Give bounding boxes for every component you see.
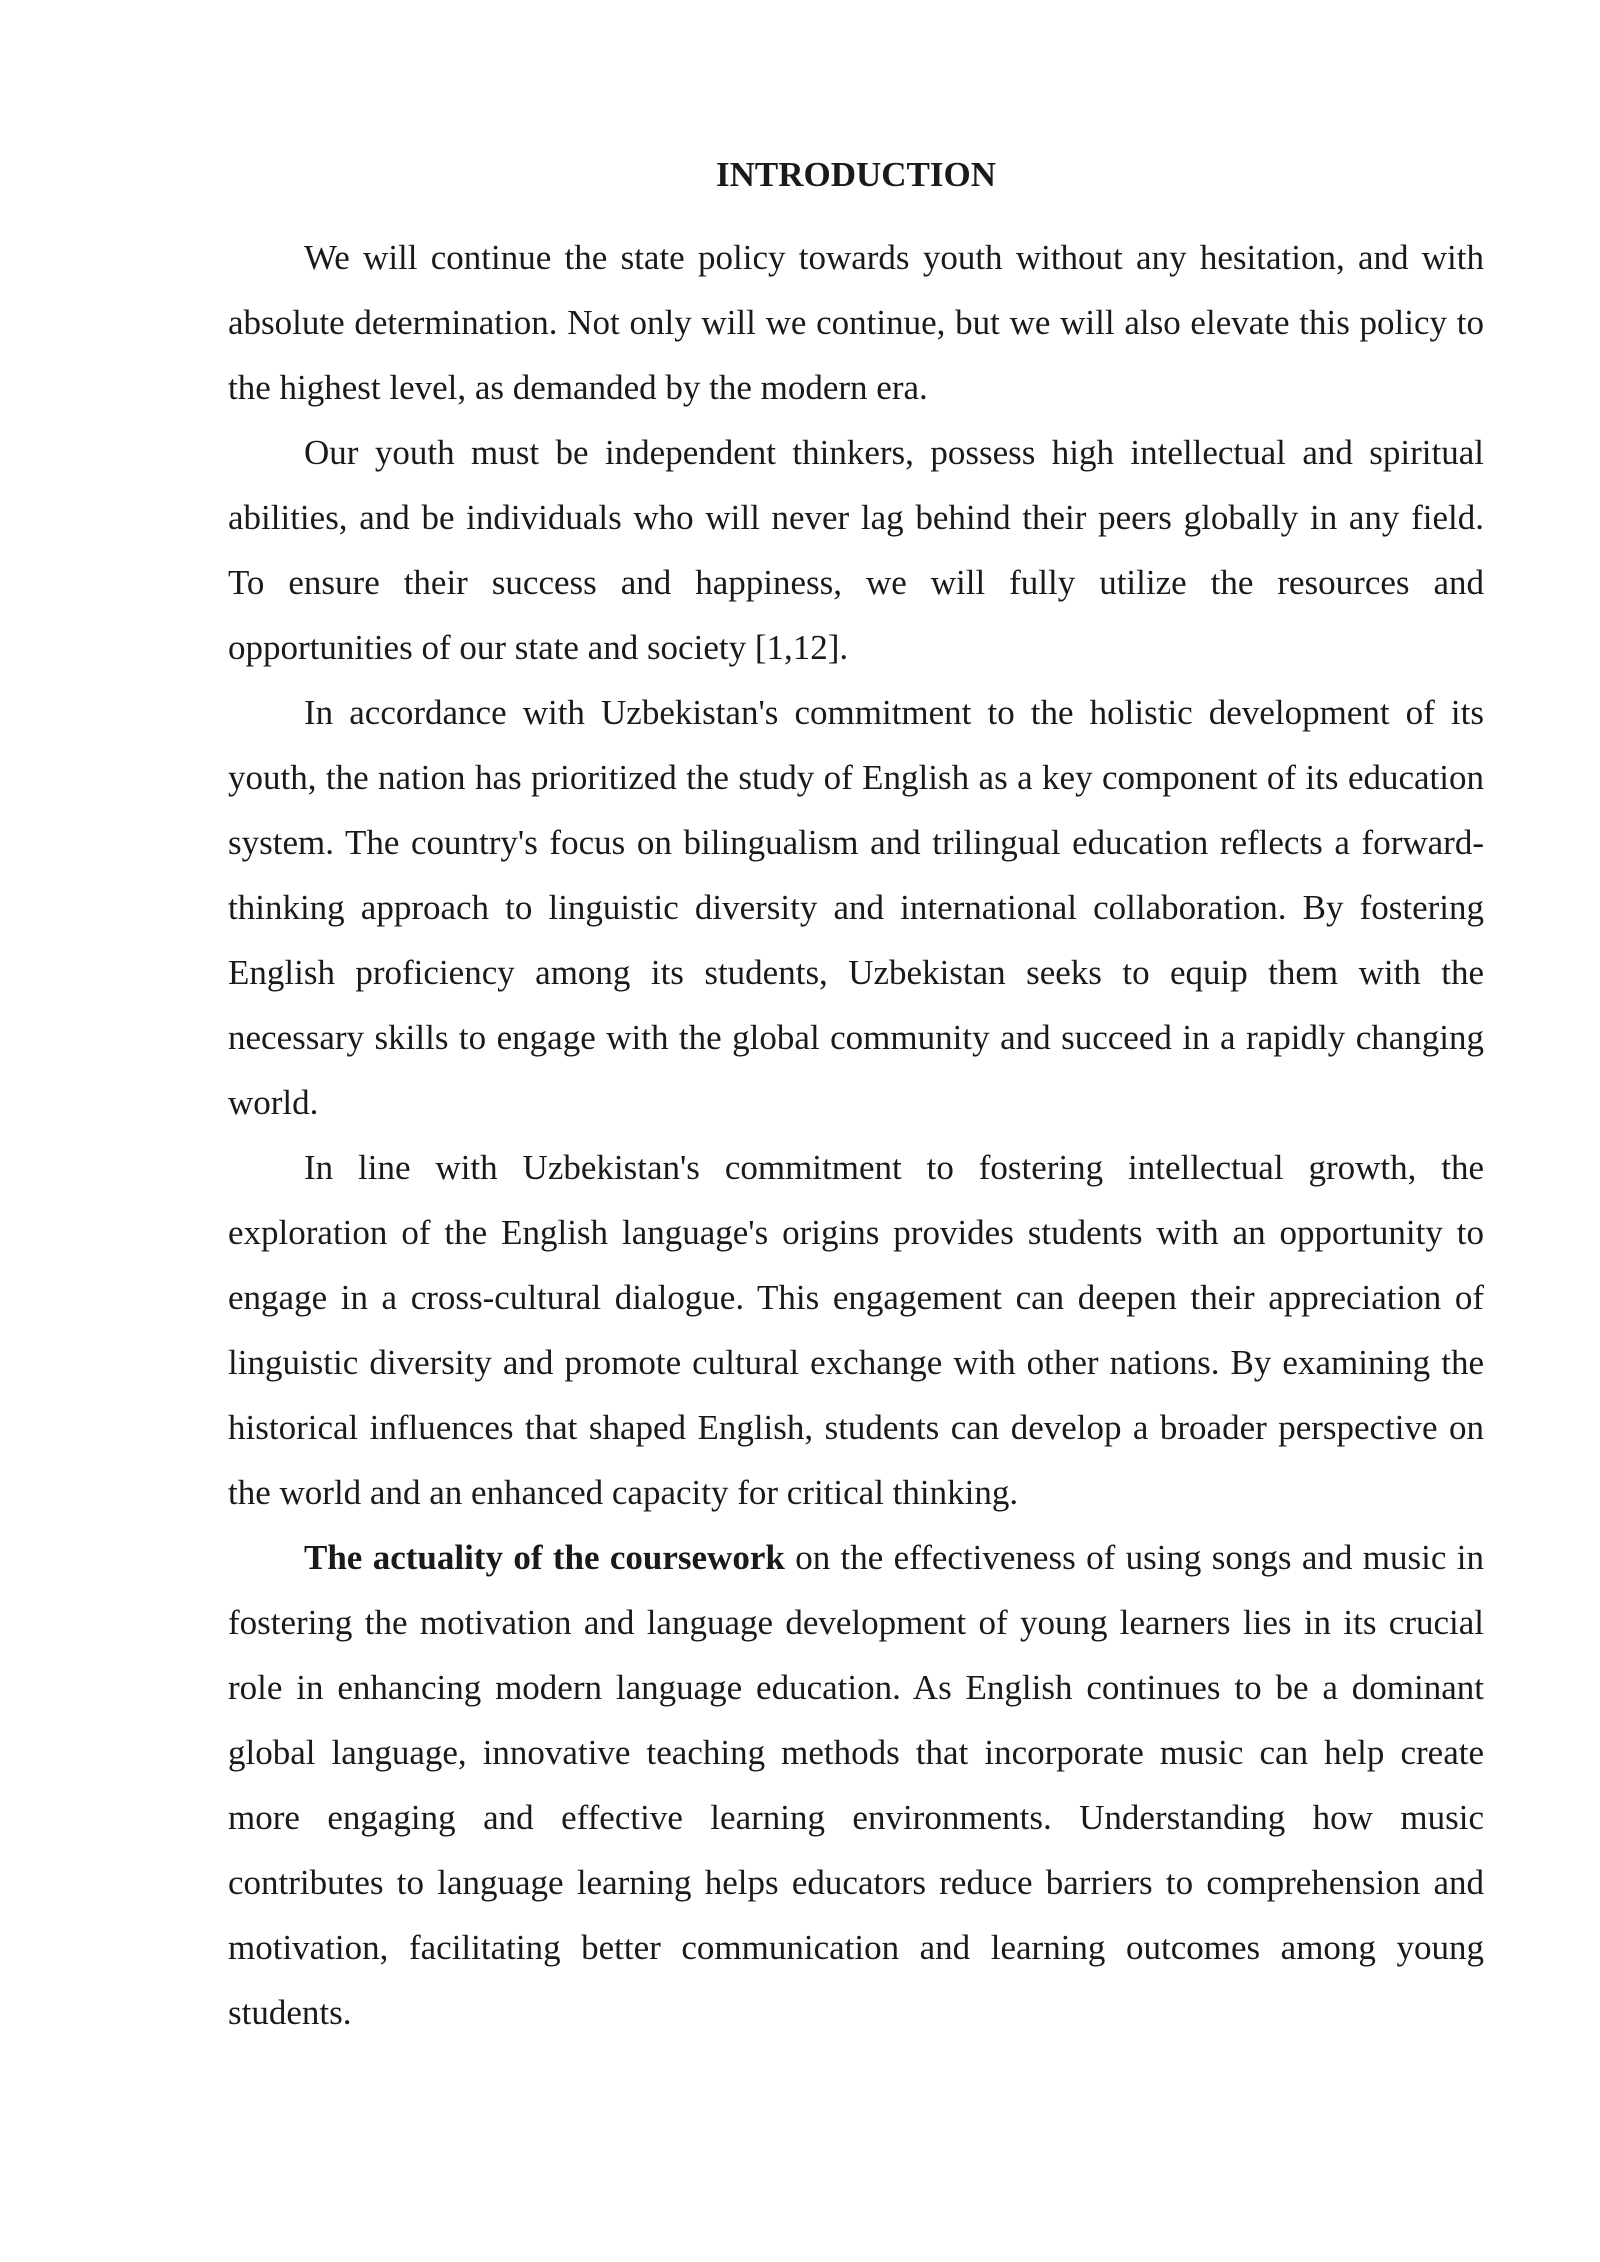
actuality-text: on the effectiveness of using songs and music in fostering the motivation and language development of young learners lies in its crucial role in enhancing modern language education. As English continues to be a dominant global language, innovative teaching methods that incorporate music can help create more engaging and effective learning environments. Understanding how music contributes to language learning helps educators reduce barriers to comprehension and motivation, facilitating better communication and learning outcomes among young students. [228,1538,1484,2032]
actuality-lead: The actuality of the coursework [304,1538,785,1577]
paragraph-actuality [228,1525,1484,2045]
paragraph-state-policy: We will continue the state policy towards youth without any hesitation, and with absolute determination. Not only will we continue, but we will also elevate this policy to the highest level, as demanded by the modern era. [228,238,1484,407]
page-title: INTRODUCTION [715,155,997,194]
document-body [228,145,1484,2045]
paragraph-language-origins: In line with Uzbekistan's commitment to fostering intellectual growth, the exploration of the English language's origins provides students with an opportunity to engage in a cross-cultural dialogue. This engagement can deepen their appreciation of linguistic diversity and promote cultural exchange with other nations. By examining the historical influences that shaped English, students can develop a broader perspective on the world and an enhanced capacity for critical thinking. [228,1148,1484,1512]
paragraph-youth-thinkers: Our youth must be independent thinkers, possess high intellectual and spiritual abilities, and be individuals who will never lag behind their peers globally in any field. To ensure their success and happiness, we will fully utilize the resources and opportunities of our state and society [1,12]. [228,433,1484,667]
paragraph-english-education: In accordance with Uzbekistan's commitment to the holistic development of its youth, the nation has prioritized the study of English as a key component of its education system. The country's focus on bilingualism and trilingual education reflects a forward-thinking approach to linguistic diversity and international collaboration. By fostering English proficiency among its students, Uzbekistan seeks to equip them with the necessary skills to engage with the global community and succeed in a rapidly changing world. [228,693,1484,1122]
